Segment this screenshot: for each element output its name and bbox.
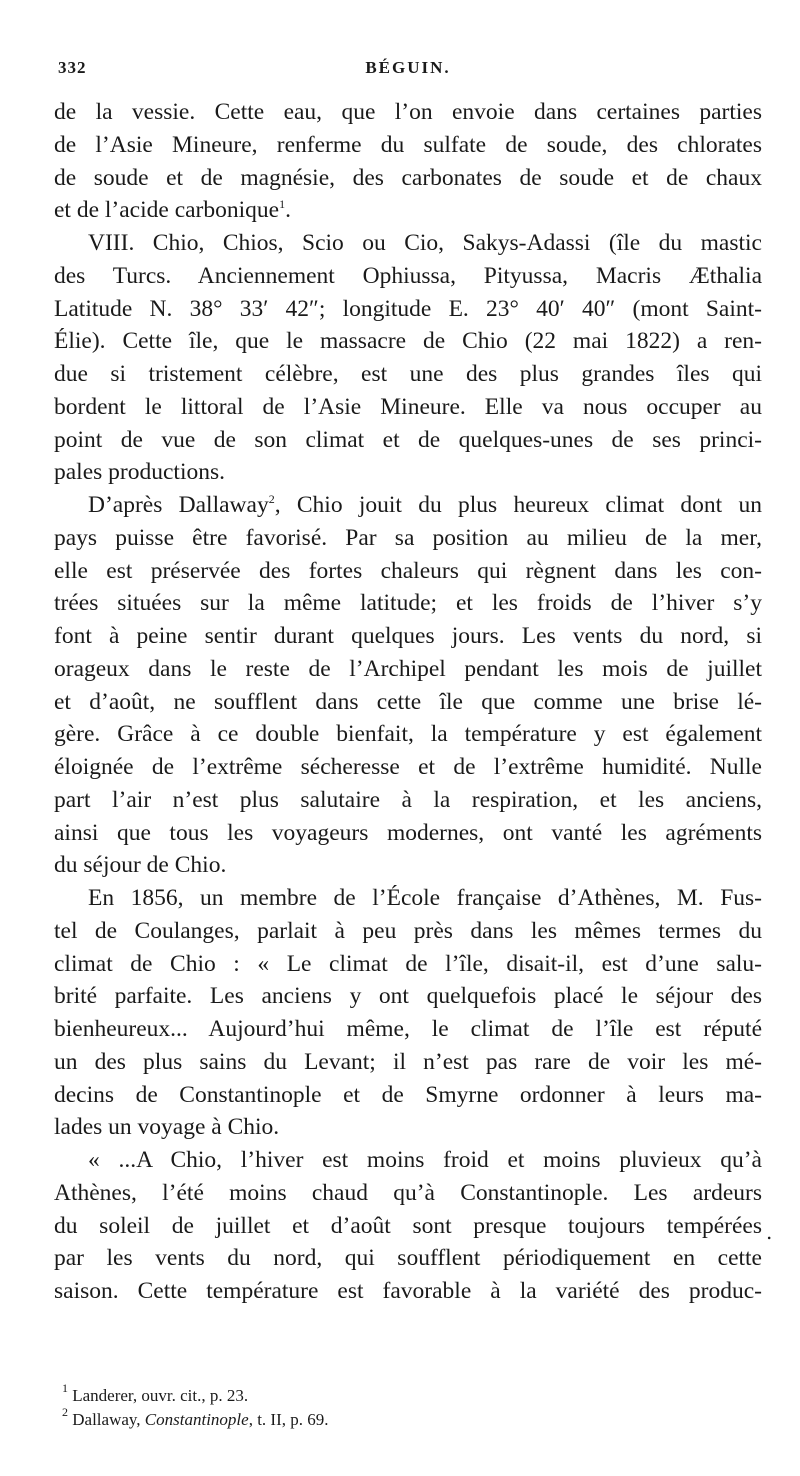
line-text: Élie). Cette île, que le massacre de Chio (22 mai 1822) a ren- (54, 328, 762, 355)
text-line (54, 456, 762, 489)
line-text: un des plus sains du Levant; il n’est pas rare de voir les mé- (54, 1048, 762, 1075)
line-text: bordent le littoral de l’Asie Mineure. Elle va nous occuper au (54, 393, 762, 420)
line-text-tail: , Chio jouit du plus heureux climat dont un (274, 492, 762, 518)
text-line (54, 358, 762, 391)
text-line (54, 391, 762, 424)
page-number: 332 (58, 58, 87, 77)
text-line (54, 260, 762, 293)
line-text: pales productions. (54, 459, 225, 486)
line-text-tail: . (285, 197, 291, 224)
text-line (54, 325, 762, 358)
line-text: de soude et de magnésie, des carbonates de soude et de chaux (54, 164, 762, 191)
text-line (54, 1046, 762, 1079)
text-line (54, 1079, 762, 1112)
line-text: pays puisse être favorisé. Par sa position au milieu de la mer, (54, 524, 762, 551)
text-line (54, 718, 762, 751)
text-line (54, 424, 762, 457)
line-text: D’après Dallaway (88, 492, 269, 518)
line-text: due si tristement célèbre, est une des plus grandes îles qui (54, 361, 762, 387)
text-line (54, 522, 762, 555)
text-line (54, 293, 762, 326)
line-text: trées situées sur la même latitude; et les froids de l’hiver s’y (54, 590, 762, 617)
line-text: VIII. Chio, Chios, Scio ou Cio, Sakys-Adassi (île du mastic (88, 230, 762, 256)
footnote-mark: 1 (62, 1381, 68, 1395)
line-text: tel de Coulanges, parlait à peu près dans les mêmes termes du (54, 917, 762, 944)
footnote-ref: 2 (268, 492, 275, 506)
line-text: par les vents du nord, qui soufflent périodiquement en cette (54, 1245, 762, 1272)
line-text: font à peine sentir durant quelques jours. Les vents du nord, si (54, 623, 762, 649)
text-line (54, 227, 762, 260)
footnote (54, 1405, 762, 1432)
text-line (54, 1242, 762, 1275)
body-text (54, 96, 762, 1308)
running-title: BÉGUIN. (365, 58, 451, 77)
line-text: point de vue de son climat et de quelques-unes de ses princi- (54, 426, 762, 453)
text-line (54, 817, 762, 850)
text-line (54, 1210, 762, 1243)
text-line (54, 1111, 762, 1144)
line-text: saison. Cette température est favorable à la variété des produc- (54, 1278, 762, 1304)
line-text: du soleil de juillet et d’août sont presque toujours tempérées (54, 1212, 762, 1239)
text-line (54, 915, 762, 948)
footnote-title: Constantinople (144, 1410, 249, 1429)
text-line (54, 653, 762, 686)
line-text: bienheureux... Aujourd’hui même, le climat de l’île est réputé (54, 1016, 762, 1042)
page-header (58, 58, 758, 84)
text-line (54, 1275, 762, 1308)
text-line (54, 162, 762, 195)
line-text: ainsi que tous les voyageurs modernes, ont vanté les agréments (54, 819, 762, 846)
line-text: climat de Chio : « Le climat de l’île, disait-il, est d’une salu- (54, 950, 762, 977)
stray-mark: . (766, 1220, 773, 1244)
line-text: Athènes, l’été moins chaud qu’à Constantinople. Les ardeurs (54, 1179, 762, 1206)
text-line (54, 784, 762, 817)
line-text: et d’août, ne soufflent dans cette île que comme une brise lé- (54, 688, 762, 715)
footnote-text: Landerer, ouvr. cit., p. 23. (72, 1386, 249, 1405)
text-line (54, 194, 762, 227)
line-text: Latitude N. 38° 33′ 42″; longitude E. 23° 40′ 40″ (mont Saint- (54, 295, 762, 322)
text-line (54, 96, 762, 129)
text-line (54, 555, 762, 588)
text-line (54, 948, 762, 981)
text-line (54, 1177, 762, 1210)
line-text: part l’air n’est plus salutaire à la respiration, et les anciens, (54, 786, 762, 813)
text-line (54, 980, 762, 1013)
text-line (54, 489, 762, 522)
text-line (54, 686, 762, 719)
line-text: orageux dans le reste de l’Archipel pendant les mois de juillet (54, 655, 762, 682)
line-text: de la vessie. Cette eau, que l’on envoie dans certaines parties (54, 99, 762, 125)
text-line (54, 1144, 762, 1177)
line-text: du séjour de Chio. (54, 852, 227, 879)
text-line (54, 849, 762, 882)
line-text: brité parfaite. Les anciens y ont quelquefois placé le séjour des (54, 983, 762, 1010)
line-text: et de l’acide carbonique (54, 197, 280, 224)
line-text: lades un voyage à Chio. (54, 1114, 280, 1141)
text-line (54, 620, 762, 653)
line-text: de l’Asie Mineure, renferme du sulfate de soude, des chlorates (54, 131, 762, 158)
line-text: gère. Grâce à ce double bienfait, la température y est également (54, 721, 762, 748)
line-text: En 1856, un membre de l’École française d’Athènes, M. Fus- (88, 885, 762, 911)
line-text: des Turcs. Anciennement Ophiussa, Pityussa, Macris Æthalia (54, 262, 762, 289)
line-text: éloignée de l’extrême sécheresse et de l’extrême humidité. Nulle (54, 754, 762, 780)
footnote-ref: 1 (279, 197, 286, 212)
text-line (54, 882, 762, 915)
footnote-text: Dallaway, (72, 1410, 145, 1429)
text-line (54, 751, 762, 784)
line-text: decins de Constantinople et de Smyrne ordonner à leurs ma- (54, 1081, 762, 1108)
text-line (54, 587, 762, 620)
footnote-text-tail: , t. II, p. 69. (248, 1410, 329, 1429)
footnote-mark: 2 (62, 1405, 68, 1419)
footnotes (54, 1381, 762, 1432)
text-line (54, 1013, 762, 1046)
footnote (54, 1381, 762, 1408)
line-text: « ...A Chio, l’hiver est moins froid et moins pluvieux qu’à (88, 1147, 762, 1173)
line-text: elle est préservée des fortes chaleurs qui règnent dans les con- (54, 557, 762, 584)
text-line (54, 129, 762, 162)
